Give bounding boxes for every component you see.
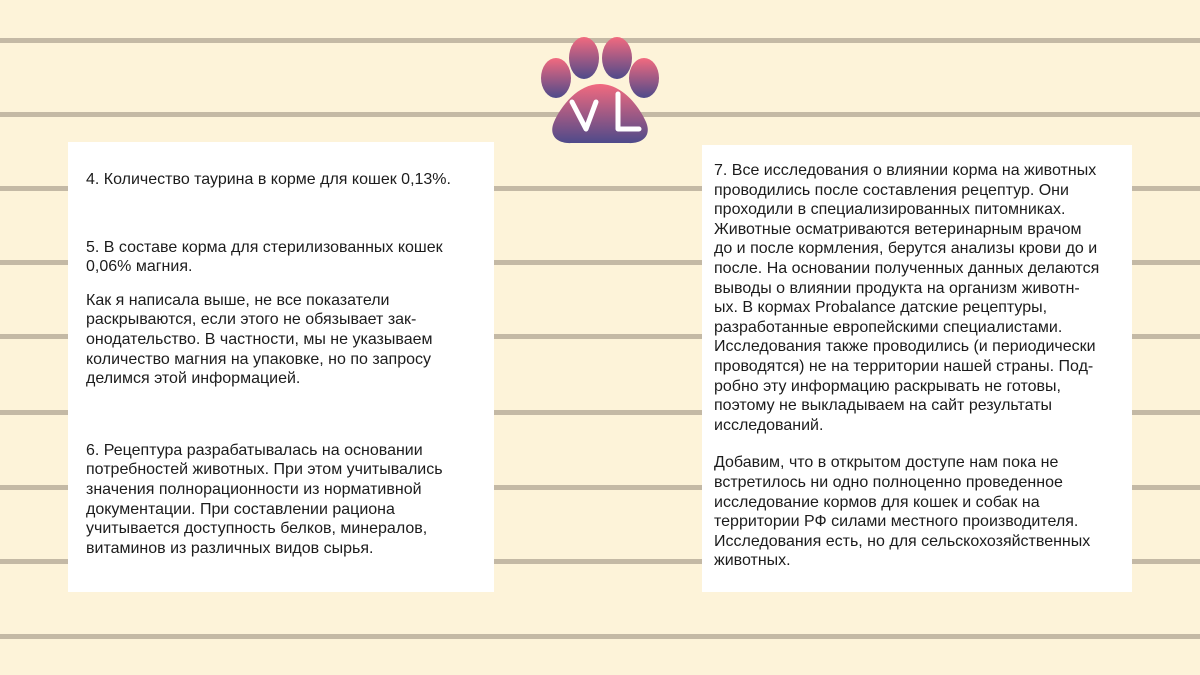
paw-logo-icon — [538, 36, 662, 146]
item-5-note-text: Как я написала выше, не все показатели раскрываются, если этого не обязывает зак- онодательство. В частности, мы не указываем количество магния на упаковке, но по запросу делимся этой информацией. — [86, 291, 433, 388]
left-text-card — [68, 142, 494, 592]
right-text-card — [702, 145, 1132, 592]
item-4-text: 4. Количество таурина в корме для кошек 0,13%. — [86, 171, 451, 188]
addendum-text: Добавим, что в открытом доступе нам пока не встретилось ни одно полноценно проведенное исследование кормов для кошек и собак на территории РФ силами местного производителя. Исследования есть, но для сельскохозяйственных животных. — [714, 454, 1091, 570]
item-6-text: 6. Рецептура разрабатывалась на основании потребностей животных. При этом учитывались значения полнорационности из нормативной документации. При составлении рациона учитывается доступность белков, минералов, витаминов из различных видов сырья. — [86, 441, 443, 557]
item-7-text: 7. Все исследования о влиянии корма на животных проводились после составления рецептур. Они проходили в специализированных питомниках. Животные осматриваются ветеринарным врачом до и после кормления, берутся анализы крови до и после. На основании полученных данных делаются выводы о влиянии продукта на организм животн- ых. В кормах Probalance датские рецептуры, разработанные европейскими специалистами. Исследования также проводились (и периодически проводятся) не на территории нашей страны. Под- робно эту информацию раскрывать не готовы, поэтому не выкладываем на сайт результаты исследований. — [714, 162, 1100, 434]
background-stripe — [0, 634, 1200, 639]
item-5-text: 5. В составе корма для стерилизованных кошек 0,06% магния. — [86, 238, 443, 276]
